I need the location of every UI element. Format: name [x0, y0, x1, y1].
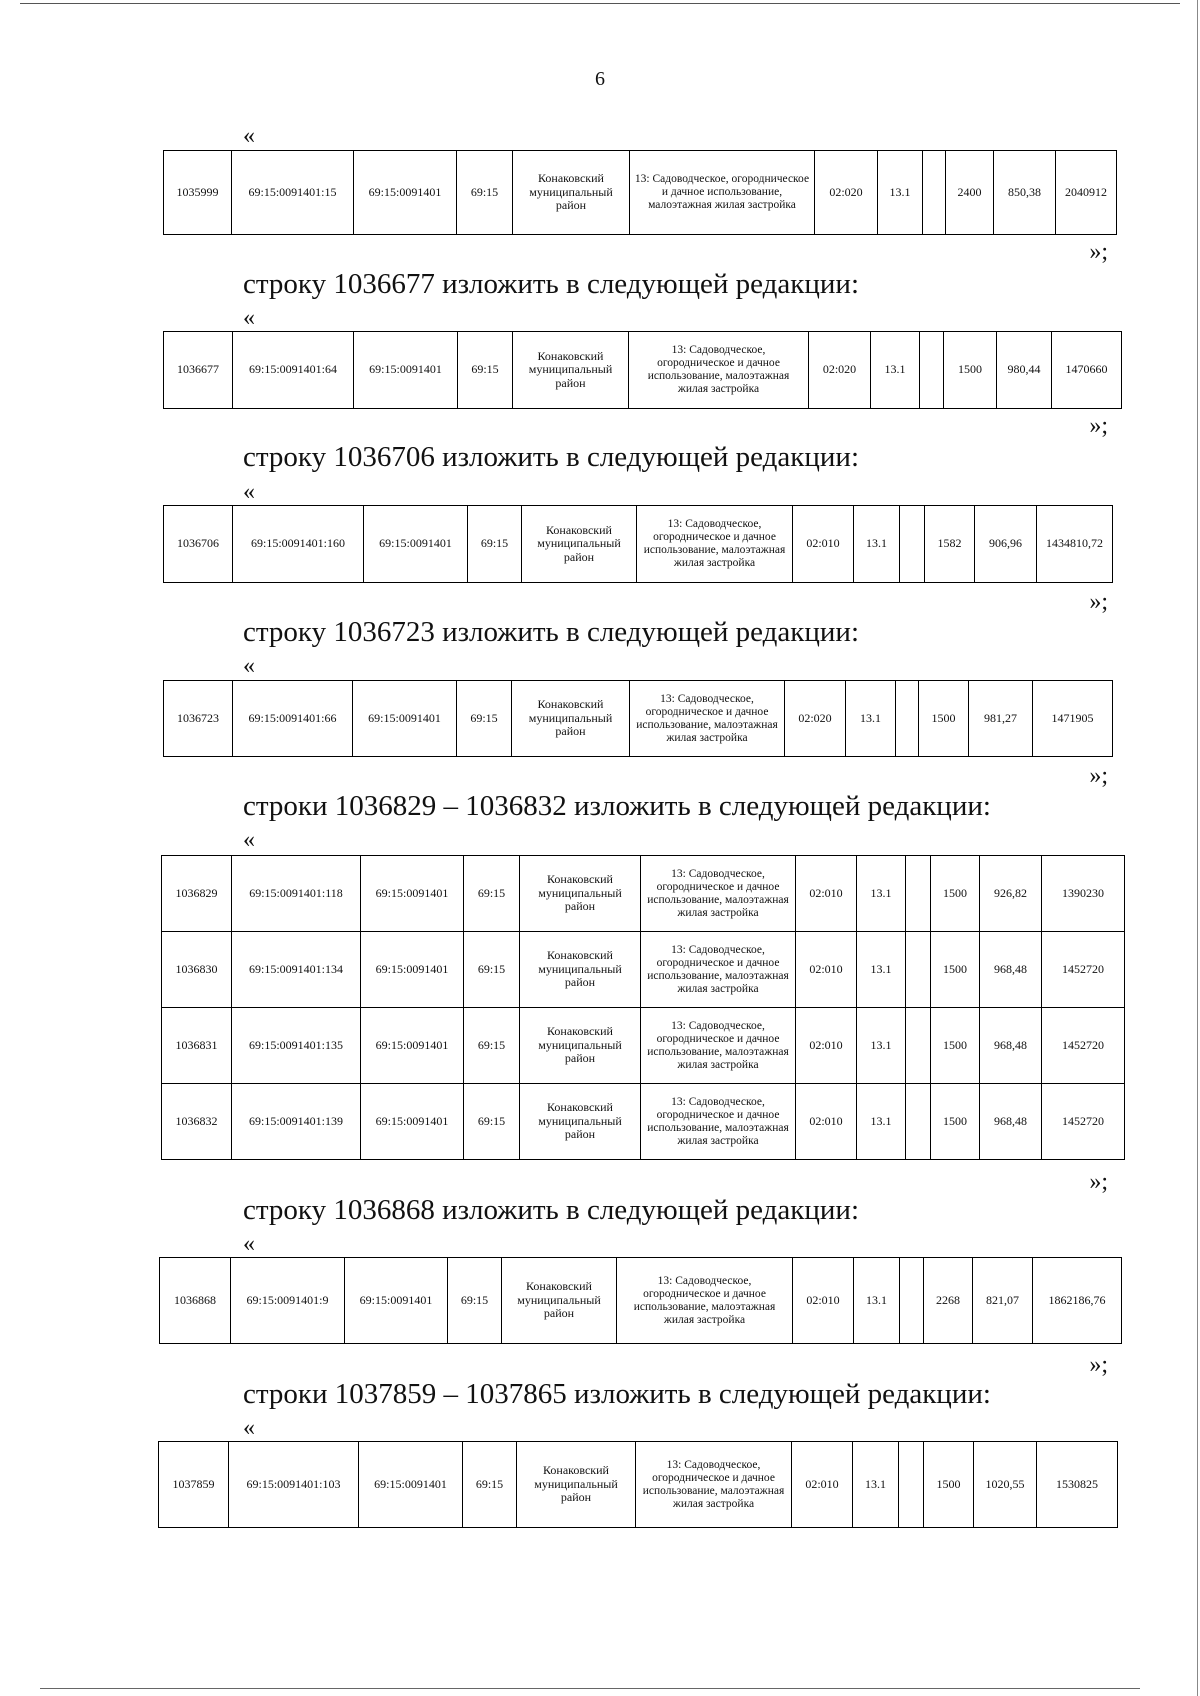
cell-municipality: Конаковский муниципальный район: [522, 506, 637, 583]
cell-land-use-group: 13: Садоводческое, огородническое и дачное использование, малоэтажная жилая застройка: [641, 856, 796, 932]
close-quote-mark: »;: [1089, 1352, 1108, 1378]
cell-land-use-group: 13: Садоводческое, огородническое и дачное использование, малоэтажная жилая застройка: [630, 681, 785, 757]
cell-record-number: 1036829: [162, 856, 232, 932]
table-row: [164, 151, 1117, 235]
amendment-heading: строку 1036706 изложить в следующей редакции:: [243, 441, 859, 473]
cell-cadastral-value: 1862186,76: [1033, 1258, 1122, 1344]
cell-zone-code: 02:010: [796, 856, 857, 932]
cell-record-number: 1036832: [162, 1084, 232, 1160]
cell-zone-code: 02:010: [793, 506, 854, 583]
cell-blank: [899, 1442, 924, 1528]
scan-edge-top: [20, 3, 1180, 4]
cell-subgroup-code: 13.1: [857, 1084, 906, 1160]
open-quote-mark: «: [243, 123, 255, 149]
cell-land-use-group: 13: Садоводческое, огородническое и дачное использование, малоэтажная жилая застройка: [641, 1008, 796, 1084]
cell-land-use-group: 13: Садоводческое, огородническое и дачное использование, малоэтажная жилая застройка: [641, 932, 796, 1008]
cell-cadastral-district: 69:15: [464, 932, 520, 1008]
cell-municipality: Конаковский муниципальный район: [517, 1442, 636, 1528]
cell-municipality: Конаковский муниципальный район: [513, 151, 630, 235]
cell-blank: [920, 332, 944, 409]
cell-cadastral-quarter: 69:15:0091401: [354, 332, 458, 409]
cell-cadastral-number: 69:15:0091401:103: [229, 1442, 359, 1528]
close-quote-mark: »;: [1089, 589, 1108, 615]
open-quote-mark: «: [243, 827, 255, 853]
cell-subgroup-code: 13.1: [854, 1258, 900, 1344]
cell-specific-value: 968,48: [980, 932, 1042, 1008]
cell-cadastral-value: 1452720: [1042, 1084, 1125, 1160]
cell-cadastral-number: 69:15:0091401:135: [232, 1008, 361, 1084]
cell-specific-value: 968,48: [980, 1084, 1042, 1160]
cell-cadastral-district: 69:15: [464, 856, 520, 932]
cell-record-number: 1036677: [164, 332, 233, 409]
cell-subgroup-code: 13.1: [846, 681, 896, 757]
cell-specific-value: 906,96: [975, 506, 1037, 583]
close-quote-mark: »;: [1089, 239, 1108, 265]
cell-blank: [896, 681, 919, 757]
cell-blank: [906, 1008, 931, 1084]
cell-cadastral-value: 1390230: [1042, 856, 1125, 932]
cell-cadastral-quarter: 69:15:0091401: [361, 1008, 464, 1084]
cell-area: 1500: [944, 332, 997, 409]
cell-cadastral-value: 1471905: [1033, 681, 1113, 757]
cell-area: 1500: [931, 1008, 980, 1084]
close-quote-mark: »;: [1089, 413, 1108, 439]
cell-land-use-group: 13: Садоводческое, огородническое и дачное использование, малоэтажная жилая застройка: [636, 1442, 792, 1528]
table-row: [162, 1008, 1125, 1084]
cell-zone-code: 02:010: [796, 1084, 857, 1160]
cell-record-number: 1036831: [162, 1008, 232, 1084]
cell-municipality: Конаковский муниципальный район: [520, 856, 641, 932]
cell-cadastral-value: 1434810,72: [1037, 506, 1113, 583]
open-quote-mark: «: [243, 305, 255, 331]
cell-zone-code: 02:020: [815, 151, 878, 235]
cell-cadastral-number: 69:15:0091401:15: [232, 151, 354, 235]
cell-zone-code: 02:020: [785, 681, 846, 757]
cell-specific-value: 850,38: [994, 151, 1056, 235]
cell-zone-code: 02:010: [796, 1008, 857, 1084]
cell-specific-value: 968,48: [980, 1008, 1042, 1084]
cell-area: 2400: [946, 151, 994, 235]
cell-zone-code: 02:010: [796, 932, 857, 1008]
amendment-heading: строки 1037859 – 1037865 изложить в следующей редакции:: [243, 1378, 991, 1410]
cell-record-number: 1036868: [160, 1258, 231, 1344]
cell-cadastral-district: 69:15: [448, 1258, 502, 1344]
record-table: [158, 1441, 1118, 1528]
cell-specific-value: 981,27: [969, 681, 1033, 757]
cell-municipality: Конаковский муниципальный район: [520, 932, 641, 1008]
cell-cadastral-value: 1530825: [1037, 1442, 1118, 1528]
cell-area: 1500: [931, 932, 980, 1008]
cell-cadastral-quarter: 69:15:0091401: [361, 1084, 464, 1160]
scan-edge-bottom: [40, 1688, 1140, 1689]
cell-cadastral-quarter: 69:15:0091401: [353, 681, 457, 757]
cell-blank: [906, 856, 931, 932]
cell-subgroup-code: 13.1: [854, 506, 900, 583]
cell-record-number: 1035999: [164, 151, 232, 235]
cell-record-number: 1037859: [159, 1442, 229, 1528]
amendment-heading: строку 1036677 изложить в следующей редакции:: [243, 268, 859, 300]
cell-land-use-group: 13: Садоводческое, огородническое и дачное использование, малоэтажная жилая застройка: [637, 506, 793, 583]
cell-cadastral-quarter: 69:15:0091401: [361, 932, 464, 1008]
table-row: [162, 932, 1125, 1008]
cell-cadastral-number: 69:15:0091401:134: [232, 932, 361, 1008]
cell-cadastral-value: 1470660: [1052, 332, 1122, 409]
cell-subgroup-code: 13.1: [853, 1442, 899, 1528]
cell-subgroup-code: 13.1: [857, 1008, 906, 1084]
cell-subgroup-code: 13.1: [878, 151, 923, 235]
cell-specific-value: 821,07: [973, 1258, 1033, 1344]
scan-edge-right: [1197, 0, 1198, 1696]
cell-municipality: Конаковский муниципальный район: [512, 681, 630, 757]
cell-cadastral-quarter: 69:15:0091401: [361, 856, 464, 932]
cell-cadastral-quarter: 69:15:0091401: [359, 1442, 463, 1528]
record-table: [163, 680, 1113, 757]
cell-cadastral-quarter: 69:15:0091401: [354, 151, 457, 235]
cell-municipality: Конаковский муниципальный район: [513, 332, 629, 409]
cell-blank: [923, 151, 946, 235]
cell-cadastral-quarter: 69:15:0091401: [345, 1258, 448, 1344]
cell-cadastral-district: 69:15: [464, 1008, 520, 1084]
cell-subgroup-code: 13.1: [871, 332, 920, 409]
amendment-heading: строку 1036723 изложить в следующей редакции:: [243, 616, 859, 648]
close-quote-mark: »;: [1089, 763, 1108, 789]
cell-subgroup-code: 13.1: [857, 856, 906, 932]
cell-cadastral-district: 69:15: [463, 1442, 517, 1528]
table-row: [164, 332, 1122, 409]
table-row: [162, 856, 1125, 932]
record-table: [161, 855, 1125, 1160]
table-row: [164, 506, 1113, 583]
cell-record-number: 1036706: [164, 506, 233, 583]
amendment-heading: строки 1036829 – 1036832 изложить в следующей редакции:: [243, 790, 991, 822]
cell-specific-value: 980,44: [997, 332, 1052, 409]
open-quote-mark: «: [243, 653, 255, 679]
cell-cadastral-value: 2040912: [1056, 151, 1117, 235]
cell-blank: [906, 932, 931, 1008]
cell-land-use-group: 13: Садоводческое, огородническое и дачное использование, малоэтажная жилая застройка: [641, 1084, 796, 1160]
cell-specific-value: 1020,55: [974, 1442, 1037, 1528]
cell-area: 1500: [919, 681, 969, 757]
cell-area: 1582: [925, 506, 975, 583]
cell-cadastral-district: 69:15: [457, 151, 513, 235]
open-quote-mark: «: [243, 479, 255, 505]
cell-cadastral-number: 69:15:0091401:118: [232, 856, 361, 932]
cell-record-number: 1036723: [164, 681, 233, 757]
page-number: 6: [595, 68, 605, 90]
table-row: [160, 1258, 1122, 1344]
cell-land-use-group: 13: Садоводческое, огородническое и дачное использование, малоэтажная жилая застройка: [629, 332, 809, 409]
table-row: [159, 1442, 1118, 1528]
cell-municipality: Конаковский муниципальный район: [520, 1008, 641, 1084]
record-table: [163, 331, 1122, 409]
cell-cadastral-value: 1452720: [1042, 1008, 1125, 1084]
cell-blank: [900, 1258, 924, 1344]
table-row: [164, 681, 1113, 757]
record-table: [163, 150, 1117, 235]
cell-cadastral-number: 69:15:0091401:64: [233, 332, 354, 409]
cell-cadastral-number: 69:15:0091401:66: [233, 681, 353, 757]
cell-zone-code: 02:010: [792, 1442, 853, 1528]
cell-cadastral-number: 69:15:0091401:139: [232, 1084, 361, 1160]
cell-area: 1500: [931, 856, 980, 932]
cell-blank: [900, 506, 925, 583]
cell-land-use-group: 13: Садоводческое, огородническое и дачное использование, малоэтажная жилая застройка: [630, 151, 815, 235]
cell-cadastral-number: 69:15:0091401:9: [231, 1258, 345, 1344]
cell-specific-value: 926,82: [980, 856, 1042, 932]
cell-cadastral-district: 69:15: [458, 332, 513, 409]
cell-cadastral-value: 1452720: [1042, 932, 1125, 1008]
close-quote-mark: »;: [1089, 1169, 1108, 1195]
cell-subgroup-code: 13.1: [857, 932, 906, 1008]
cell-cadastral-district: 69:15: [468, 506, 522, 583]
cell-zone-code: 02:010: [793, 1258, 854, 1344]
record-table: [159, 1257, 1122, 1344]
cell-municipality: Конаковский муниципальный район: [502, 1258, 617, 1344]
record-table: [163, 505, 1113, 583]
cell-land-use-group: 13: Садоводческое, огородническое и дачное использование, малоэтажная жилая застройка: [617, 1258, 793, 1344]
cell-record-number: 1036830: [162, 932, 232, 1008]
open-quote-mark: «: [243, 1231, 255, 1257]
cell-zone-code: 02:020: [809, 332, 871, 409]
cell-municipality: Конаковский муниципальный район: [520, 1084, 641, 1160]
cell-cadastral-quarter: 69:15:0091401: [364, 506, 468, 583]
open-quote-mark: «: [243, 1415, 255, 1441]
cell-area: 1500: [931, 1084, 980, 1160]
amendment-heading: строку 1036868 изложить в следующей редакции:: [243, 1194, 859, 1226]
cell-cadastral-number: 69:15:0091401:160: [233, 506, 364, 583]
cell-cadastral-district: 69:15: [464, 1084, 520, 1160]
table-row: [162, 1084, 1125, 1160]
cell-blank: [906, 1084, 931, 1160]
cell-area: 2268: [924, 1258, 973, 1344]
cell-cadastral-district: 69:15: [457, 681, 512, 757]
cell-area: 1500: [924, 1442, 974, 1528]
